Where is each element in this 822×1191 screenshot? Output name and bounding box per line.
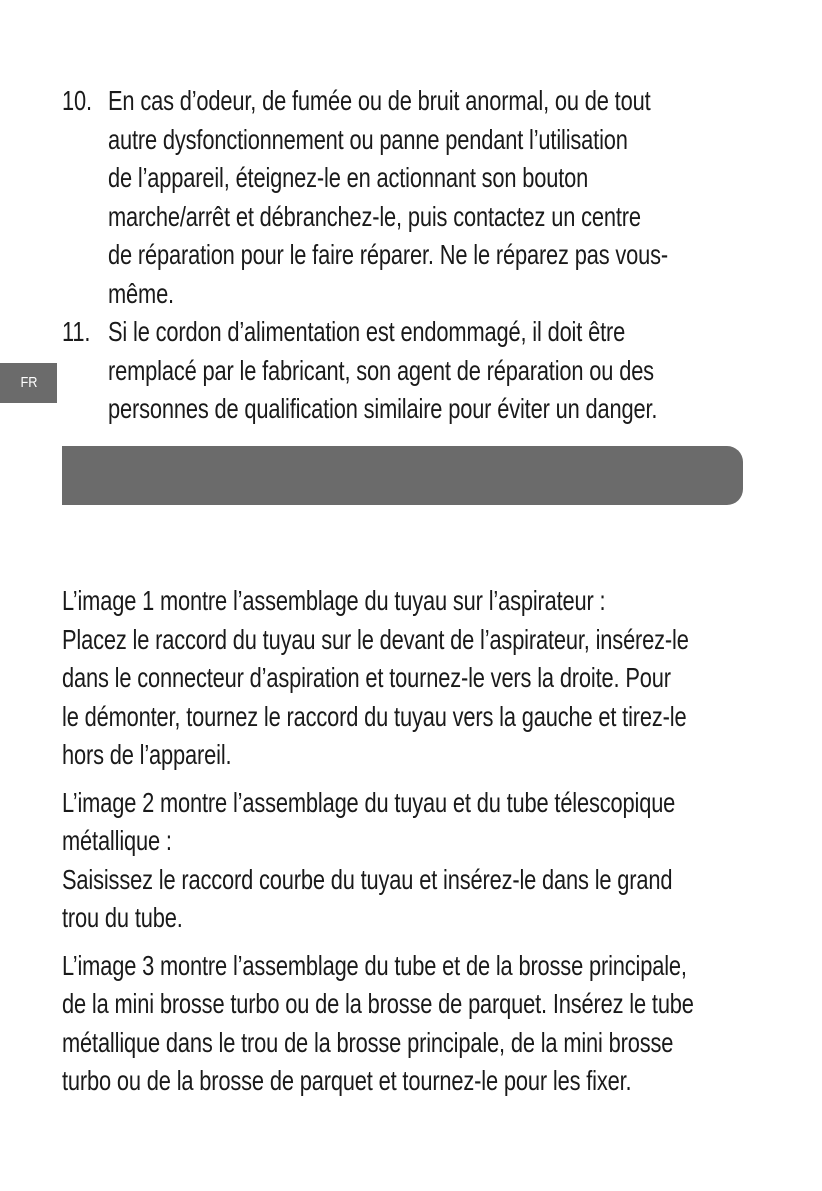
- paragraph-line: trou du tube.: [62, 902, 183, 933]
- list-number: 11.: [62, 316, 91, 347]
- paragraph-image-3: [62, 947, 762, 1101]
- list-item-text-line: remplacé par le fabricant, son agent de réparation ou des: [108, 354, 654, 386]
- list-item-text-line: En cas d’odeur, de fumée ou de bruit anormal, ou de tout: [108, 85, 651, 116]
- paragraph-line: turbo ou de la brosse de parquet et tournez-le pour les fixer.: [62, 1065, 632, 1096]
- paragraph-line: métallique dans le trou de la brosse principale, de la mini brosse: [62, 1026, 674, 1058]
- section-header-bar: [62, 446, 743, 505]
- safety-instructions-list: [62, 82, 762, 429]
- list-item-11: [62, 313, 762, 429]
- list-number: 10.: [62, 85, 92, 116]
- assembly-instructions: [62, 582, 762, 1110]
- paragraph-line: le démonter, tournez le raccord du tuyau vers la gauche et tirez-le: [62, 700, 687, 732]
- list-item-text-line: même.: [108, 277, 174, 309]
- paragraph-line: L’image 2 montre l’assemblage du tuyau et du tube télescopique: [62, 786, 676, 818]
- list-item-10: [62, 82, 762, 313]
- paragraph-line: L’image 1 montre l’assemblage du tuyau sur l’aspirateur :: [62, 585, 606, 616]
- list-item-text-line: personnes de qualification similaire pour éviter un danger.: [108, 393, 658, 424]
- list-item-text-line: Si le cordon d’alimentation est endommagé, il doit être: [108, 316, 626, 347]
- paragraph-line: L’image 3 montre l’assemblage du tube et de la brosse principale,: [62, 949, 687, 981]
- paragraph-image-2: [62, 784, 762, 938]
- paragraph-line: dans le connecteur d’aspiration et tournez-le vers la droite. Pour: [62, 662, 671, 693]
- list-item-text-line: marche/arrêt et débranchez-le, puis contactez un centre: [108, 200, 641, 232]
- language-tab-label: FR: [20, 374, 37, 391]
- paragraph-line: Placez le raccord du tuyau sur le devant de l’aspirateur, insérez-le: [62, 623, 689, 655]
- list-item-text-line: de l’appareil, éteignez-le en actionnant son bouton: [108, 162, 589, 193]
- language-tab: [0, 363, 57, 403]
- list-item-text-line: autre dysfonctionnement ou panne pendant l’utilisation: [108, 123, 628, 155]
- paragraph-line: métallique :: [62, 825, 172, 856]
- paragraph-line: de la mini brosse turbo ou de la brosse de parquet. Insérez le tube: [62, 988, 694, 1019]
- list-item-text-line: de réparation pour le faire réparer. Ne le réparez pas vous-: [108, 239, 669, 270]
- paragraph-image-1: [62, 582, 762, 775]
- paragraph-line: hors de l’appareil.: [62, 739, 232, 770]
- paragraph-line: Saisissez le raccord courbe du tuyau et insérez-le dans le grand: [62, 863, 673, 895]
